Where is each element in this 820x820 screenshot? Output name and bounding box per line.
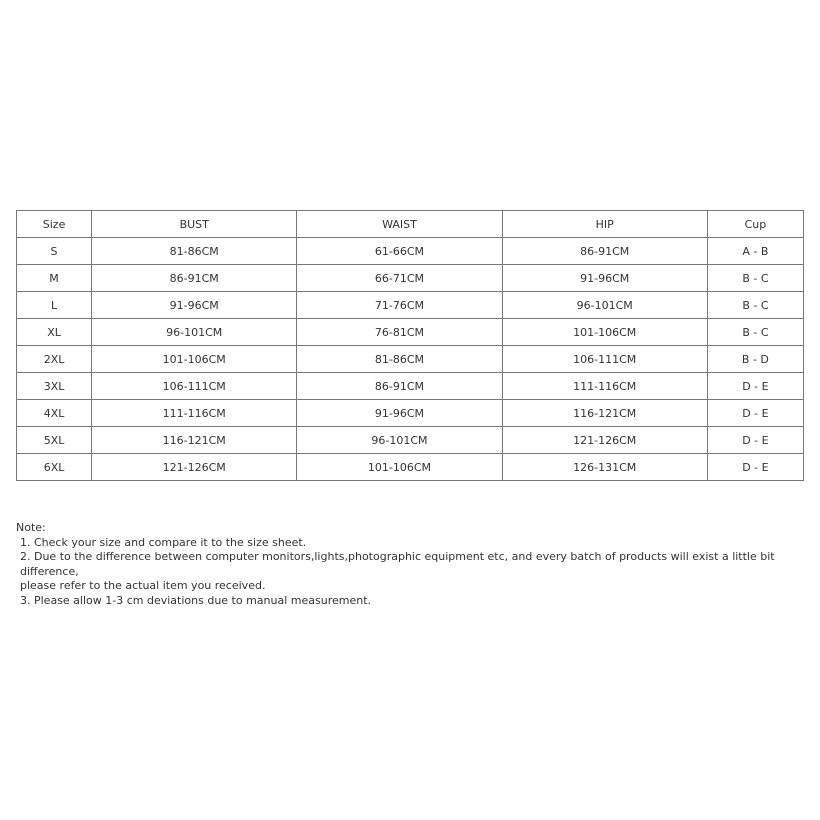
cell-waist: 96-101CM bbox=[297, 427, 502, 454]
table-row bbox=[17, 265, 804, 292]
notes-section bbox=[16, 521, 808, 608]
note-line-3: 3. Please allow 1-3 cm deviations due to manual measurement. bbox=[20, 593, 372, 607]
cell-hip: 101-106CM bbox=[502, 319, 707, 346]
cell-cup: B - C bbox=[707, 265, 803, 292]
cell-waist: 86-91CM bbox=[297, 373, 502, 400]
cell-size: 5XL bbox=[17, 427, 92, 454]
table-row bbox=[17, 292, 804, 319]
cell-hip: 116-121CM bbox=[502, 400, 707, 427]
cell-bust: 96-101CM bbox=[92, 319, 297, 346]
cell-hip: 126-131CM bbox=[502, 454, 707, 481]
cell-bust: 81-86CM bbox=[92, 238, 297, 265]
cell-size: 3XL bbox=[17, 373, 92, 400]
cell-bust: 116-121CM bbox=[92, 427, 297, 454]
header-waist: WAIST bbox=[297, 211, 502, 238]
cell-waist: 66-71CM bbox=[297, 265, 502, 292]
cell-size: 4XL bbox=[17, 400, 92, 427]
cell-size: M bbox=[17, 265, 92, 292]
cell-cup: A - B bbox=[707, 238, 803, 265]
cell-size: L bbox=[17, 292, 92, 319]
cell-hip: 121-126CM bbox=[502, 427, 707, 454]
cell-cup: D - E bbox=[707, 454, 803, 481]
cell-hip: 106-111CM bbox=[502, 346, 707, 373]
cell-hip: 111-116CM bbox=[502, 373, 707, 400]
table-header-row bbox=[17, 211, 804, 238]
cell-bust: 101-106CM bbox=[92, 346, 297, 373]
cell-cup: B - C bbox=[707, 319, 803, 346]
table-row bbox=[17, 319, 804, 346]
note-line-2-continued: please refer to the actual item you received. bbox=[20, 579, 266, 592]
cell-cup: B - D bbox=[707, 346, 803, 373]
header-cup: Cup bbox=[707, 211, 803, 238]
header-size: Size bbox=[17, 211, 92, 238]
cell-cup: D - E bbox=[707, 373, 803, 400]
cell-waist: 91-96CM bbox=[297, 400, 502, 427]
cell-size: 6XL bbox=[17, 454, 92, 481]
table-row bbox=[17, 238, 804, 265]
cell-waist: 101-106CM bbox=[297, 454, 502, 481]
cell-waist: 76-81CM bbox=[297, 319, 502, 346]
cell-cup: B - C bbox=[707, 292, 803, 319]
cell-hip: 91-96CM bbox=[502, 265, 707, 292]
cell-size: 2XL bbox=[17, 346, 92, 373]
cell-waist: 81-86CM bbox=[297, 346, 502, 373]
cell-hip: 86-91CM bbox=[502, 238, 707, 265]
table-row bbox=[17, 346, 804, 373]
cell-cup: D - E bbox=[707, 427, 803, 454]
note-line-1: 1. Check your size and compare it to the size sheet. bbox=[20, 535, 307, 549]
note-line-2: 2. Due to the difference between computer monitors,lights,photographic equipment etc, and every batch of products will exist a little bit difference, bbox=[20, 550, 775, 578]
cell-bust: 91-96CM bbox=[92, 292, 297, 319]
cell-size: S bbox=[17, 238, 92, 265]
notes-title: Note: bbox=[16, 521, 46, 534]
cell-cup: D - E bbox=[707, 400, 803, 427]
cell-bust: 106-111CM bbox=[92, 373, 297, 400]
cell-waist: 61-66CM bbox=[297, 238, 502, 265]
table-row bbox=[17, 454, 804, 481]
cell-bust: 86-91CM bbox=[92, 265, 297, 292]
cell-hip: 96-101CM bbox=[502, 292, 707, 319]
table-row bbox=[17, 427, 804, 454]
cell-waist: 71-76CM bbox=[297, 292, 502, 319]
cell-size: XL bbox=[17, 319, 92, 346]
size-chart-table bbox=[16, 210, 804, 481]
cell-bust: 121-126CM bbox=[92, 454, 297, 481]
header-bust: BUST bbox=[92, 211, 297, 238]
table-row bbox=[17, 373, 804, 400]
header-hip: HIP bbox=[502, 211, 707, 238]
table-row bbox=[17, 400, 804, 427]
cell-bust: 111-116CM bbox=[92, 400, 297, 427]
